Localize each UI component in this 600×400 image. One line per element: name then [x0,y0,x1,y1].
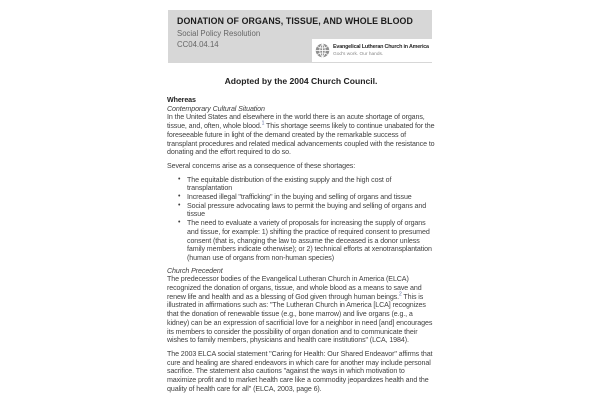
concerns-intro: Several concerns arise as a consequence of these shortages: [167,161,356,170]
paragraph-text: In the United States and elsewhere in the world there is an acute shortage of organs, tissue, and, often, whole blood. [167,113,425,131]
footnote-ref-2[interactable]: 2 [398,291,402,298]
elca-globe-cross-icon [315,43,330,58]
caring-for-health-paragraph: The 2003 ELCA social statement "Caring for Health: Our Shared Endeavor" affirms that cure and healing are shared endeavors in which care for another may include personal sacrifice. The statement also cautions "against the ways in which motivation to maximize profit and to market health care like a commodity jeopardizes health and the quality of health care for all" (ELCA, 2003, page 6). [167,349,433,393]
paragraph-text: This is illustrated in affirmations such as: "The Lutheran Church in America [LCA] recognizes that the donation of renewable tissue (e.g., bone marrow) and live organs (e.g., a kidney) can be an expression of sacrificial love for a neighbor in need [and] encourages its members to consider the possibility of organ donation and to communicate their wishes to family members, physicians and health care institutions" (LCA, 1984). [167,292,433,345]
adoption-heading: Adopted by the 2004 Church Council. [224,76,378,86]
church-precedent-heading: Church Precedent [167,266,223,275]
footnote-ref-1[interactable]: 1 [261,120,265,127]
list-item: • The need to evaluate a variety of proposals for increasing the supply of organs and tissue, for example: 1) shifting the practice of required consent to presumed consent (that is, changing the law to assume the deceased is a donor unless family members indicate otherwise); or 2) technical efforts at xenotransplantation (human use of organs from non-human species) [187,219,435,263]
document-number: CC04.04.14 [177,40,219,49]
org-name: Evangelical Lutheran Church in America [333,44,429,51]
document-body [167,96,435,394]
document-subtitle: Social Policy Resolution [177,29,261,38]
list-item: • The equitable distribution of the existing supply and the high cost of transplantation [187,176,435,193]
list-item: • Increased illegal "trafficking" in the buying and selling of organs and tissue [187,193,435,202]
org-tagline: God's work. Our hands. [333,51,384,57]
church-precedent-paragraph [167,275,435,345]
logo-text-block [333,44,429,57]
document-header [168,10,432,63]
whereas-heading: Whereas [167,96,196,104]
paragraph-text: The predecessor bodies of the Evangelical Lutheran Church in America (ELCA) recognized the donation of organs, tissue, and whole blood as a means to save and renew life and health and as a blessing of God given through human beings. [167,275,422,301]
cultural-situation-heading: Contemporary Cultural Situation [167,104,265,113]
cultural-situation-paragraph [167,113,435,157]
elca-logo-box [312,39,433,62]
concerns-list [167,176,435,263]
list-item: • Social pressure advocating laws to permit the buying and selling of organs and tissue [187,202,435,219]
paragraph-text: This shortage seems likely to continue unabated for the foreseeable future in light of the demand created by the remarkable success of transplant procedures and related medical advancements coupled with the resistance to donating and the effort required to do so. [167,122,435,157]
document-title: DONATION OF ORGANS, TISSUE, AND WHOLE BLOOD [177,16,413,26]
